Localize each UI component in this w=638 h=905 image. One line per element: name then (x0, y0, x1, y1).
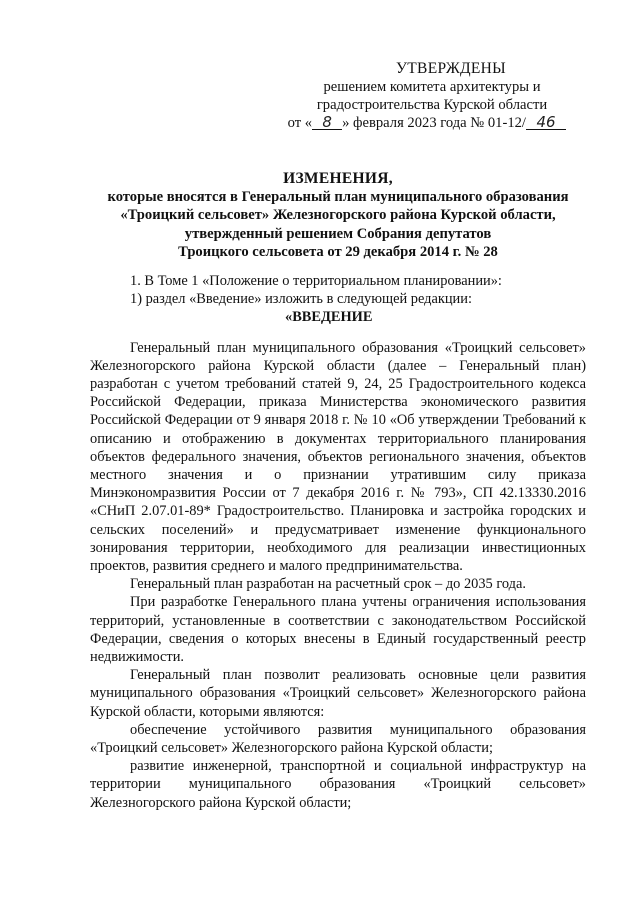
approval-date-line (282, 114, 582, 132)
paragraph-6: развитие инженерной, транспортной и социальной инфраструктур на территории муниципального образования «Троицкий сельсовет» Железногорского района Курской области; (90, 758, 586, 811)
paragraph-4: Генеральный план позволит реализовать основные цели развития муниципального образования «Троицкий сельсовет» Железногорского района Курской области, которыми являются: (90, 667, 586, 720)
document-heading (88, 170, 588, 261)
approval-line-2: градостроительства Курской области (316, 97, 548, 113)
heading-line-4: Троицкого сельсовета от 29 декабря 2014 г. № 28 (178, 243, 498, 260)
paragraph-1: Генеральный план муниципального образования «Троицкий сельсовет» Железногорского района Курской области (далее – Генеральный план) разработан с учетом требований статей 9, 24, 25 Градостроительного кодекса Российской Федерации, приказа Министерства экономического развития Российской Федерации от 9 января 2018 г. № 10 «Об утверждении Требований к описанию и отображению в документах территориального планирования объектов федерального значения, объектов регионального значения, объектов местного значения и о признании утратившим силу приказа Минэкономразвития России от 7 декабря 2016 г. № 793», СП 42.13330.2016 «СНиП 2.07.01-89* Градостроительство. Планировка и застройка городских и сельских поселений» и предусматривает изменение функционального зонирования территории, необходимого для реализации инвестиционных проектов, развития среднего и малого предпринимательства. (90, 339, 586, 575)
approval-line-1: решением комитета архитектуры и (323, 79, 541, 95)
section-title: «ВВЕДЕНИЕ (285, 309, 373, 326)
document-body (90, 272, 586, 812)
approval-title: УТВЕРЖДЕНЫ (396, 60, 506, 77)
heading-title: ИЗМЕНЕНИЯ, (283, 170, 393, 187)
handwritten-day: 8 (312, 115, 342, 130)
item-2: 1) раздел «Введение» изложить в следующей редакции: (130, 291, 472, 308)
heading-line-3: утвержденный решением Собрания депутатов (184, 225, 492, 242)
paragraph-5: обеспечение устойчивого развития муниципального образования «Троицкий сельсовет» Железногорского района Курской области; (90, 721, 586, 757)
item-1: 1. В Томе 1 «Положение о территориальном планировании»: (130, 273, 502, 289)
handwritten-number: 46 (526, 115, 566, 130)
date-prefix: от « (287, 115, 313, 131)
paragraph-3: При разработке Генерального плана учтены ограничения использования территорий, установленные в соответствии с законодательством Российской Федерации, сведения о которых внесены в Единый государственный реестр недвижимости. (90, 594, 586, 666)
approval-stamp (282, 60, 582, 132)
date-middle: » февраля 2023 года № 01-12/ (342, 115, 526, 131)
heading-line-2: «Троицкий сельсовет» Железногорского района Курской области, (120, 207, 556, 224)
paragraph-2: Генеральный план разработан на расчетный срок – до 2035 года. (130, 576, 526, 593)
heading-line-1: которые вносятся в Генеральный план муниципального образования (107, 189, 569, 206)
